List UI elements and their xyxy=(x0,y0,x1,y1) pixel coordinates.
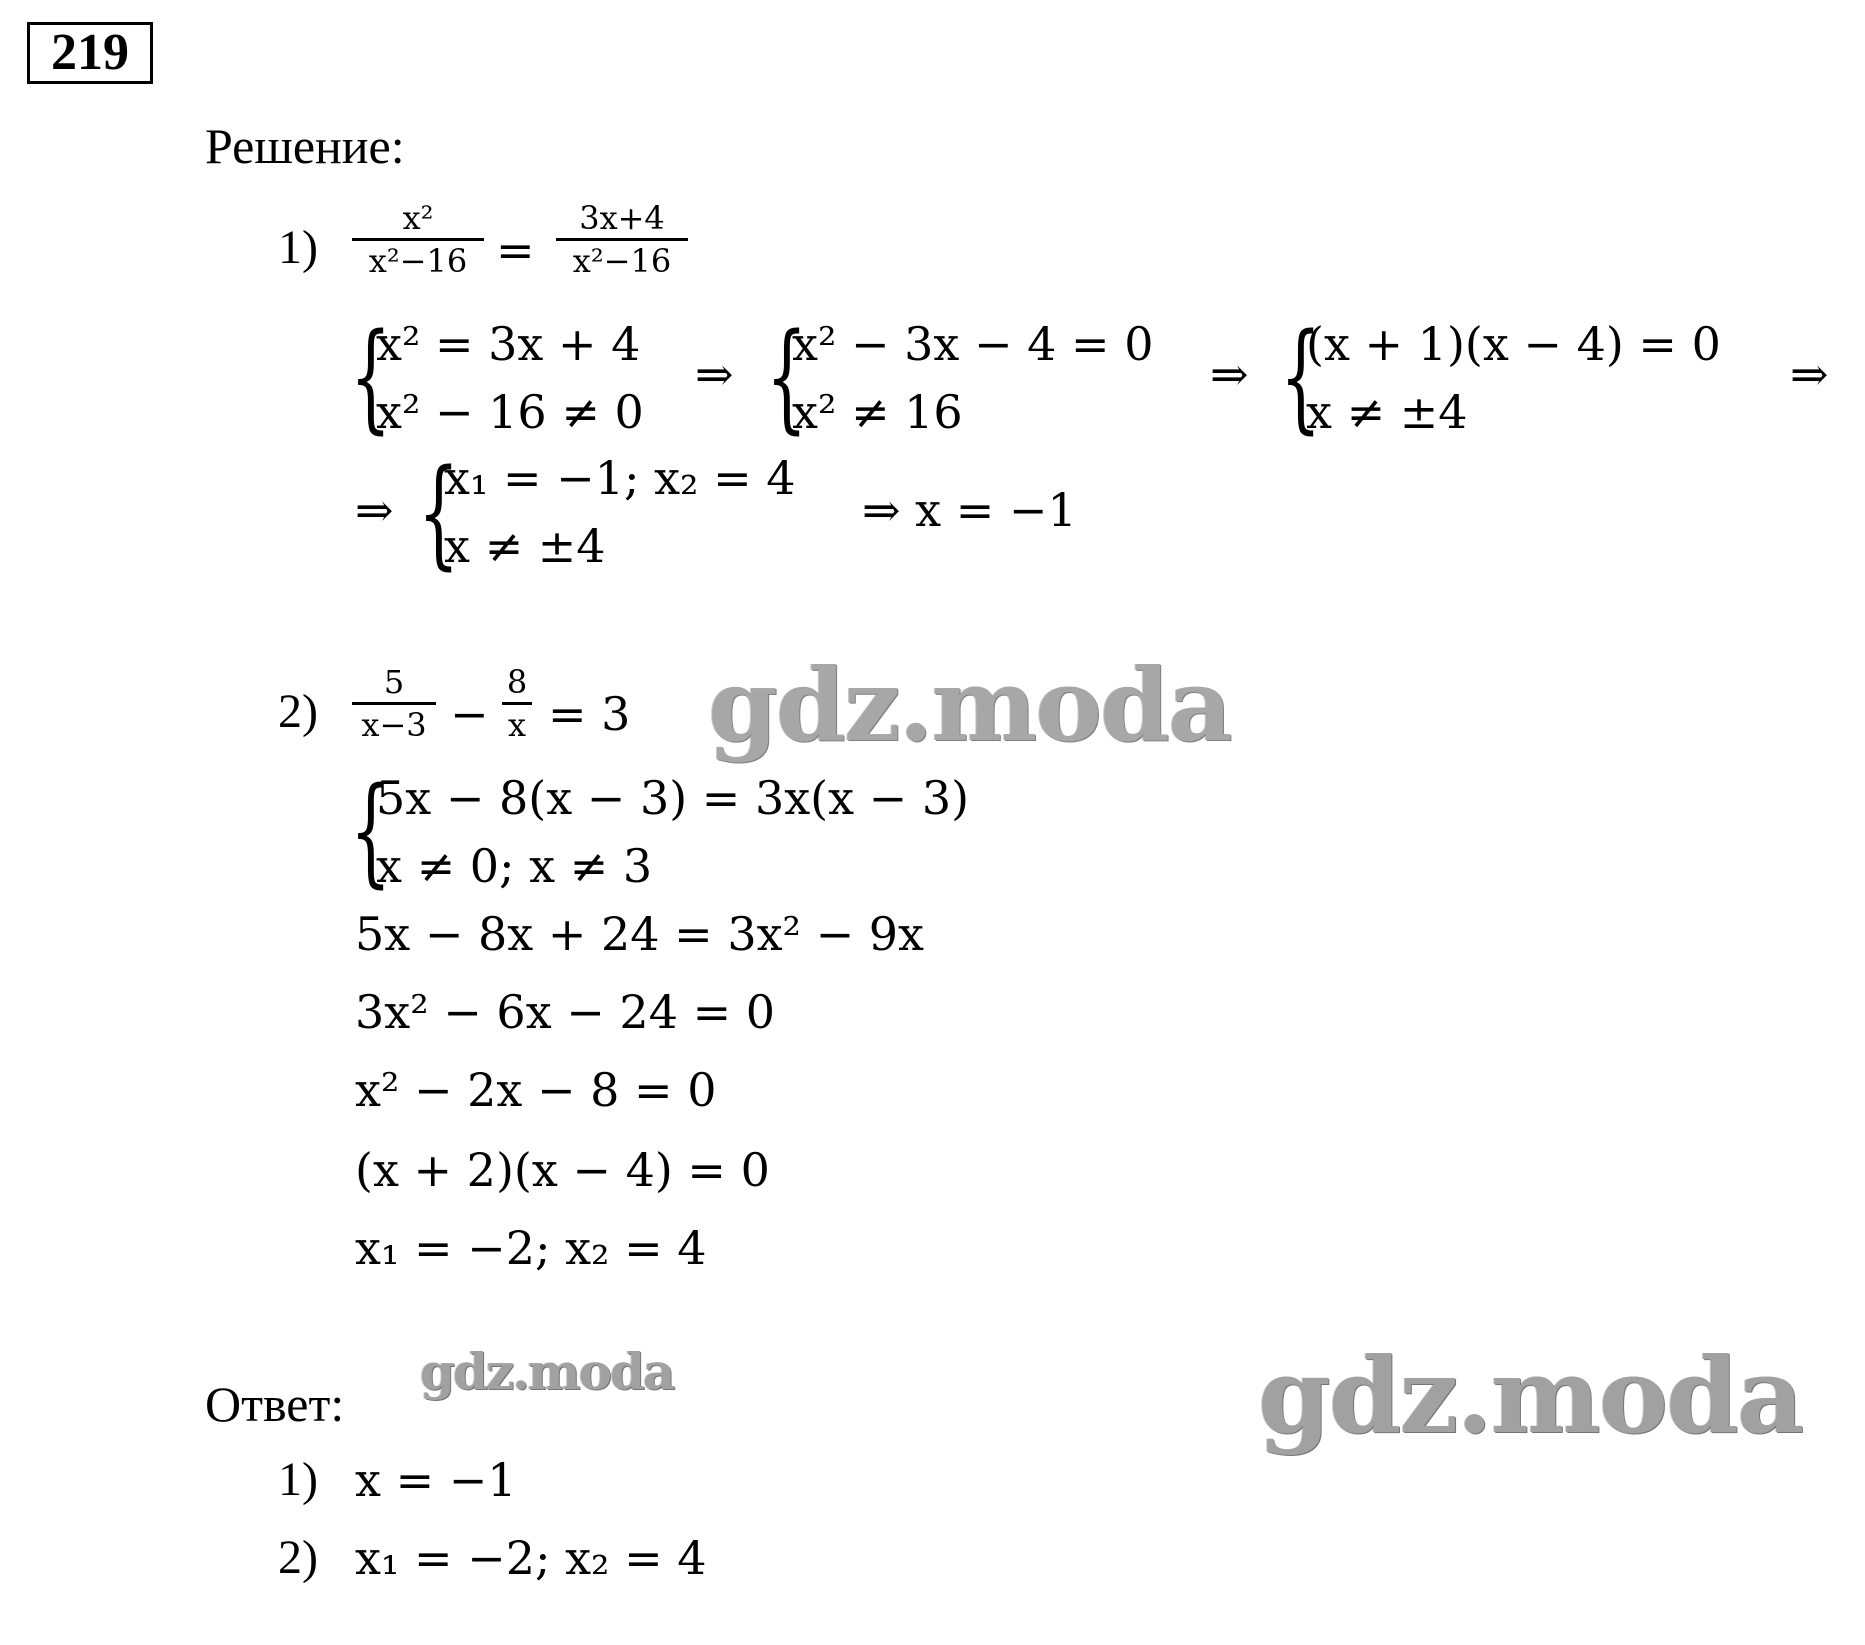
implies-arrow: ⇒ xyxy=(355,483,394,537)
part2-rhs: = 3 xyxy=(548,687,631,741)
answer-2-value: x₁ = −2; x₂ = 4 xyxy=(355,1531,707,1585)
part2-fraction-1 xyxy=(352,662,436,745)
fraction-numerator: 8 xyxy=(506,663,528,701)
part2-step2: 3x² − 6x − 24 = 0 xyxy=(355,985,776,1039)
system-brace: { xyxy=(766,307,808,445)
answer-2-label: 2) xyxy=(278,1531,318,1584)
part1-equals: = xyxy=(496,223,535,277)
part1-result: ⇒ x = −1 xyxy=(862,483,1077,537)
part1-sys2-line2: x² ≠ 16 xyxy=(792,385,963,439)
fraction-numerator: x² xyxy=(402,199,434,237)
part2-minus: − xyxy=(450,687,489,741)
solution-heading: Решение: xyxy=(205,118,405,174)
watermark-small: gdz.moda xyxy=(420,1342,674,1401)
part1-sys1-line1: x² = 3x + 4 xyxy=(376,317,641,371)
part2-step3: x² − 2x − 8 = 0 xyxy=(355,1063,717,1117)
system-brace: { xyxy=(418,443,460,581)
fraction-numerator: 5 xyxy=(383,663,405,701)
part2-step5: x₁ = −2; x₂ = 4 xyxy=(355,1221,707,1275)
part1-sys3-line1: (x + 1)(x − 4) = 0 xyxy=(1306,317,1721,371)
fraction-denominator: x²−16 xyxy=(556,238,688,281)
fraction-denominator: x xyxy=(502,702,532,745)
part1-sys2-line1: x² − 3x − 4 = 0 xyxy=(792,317,1154,371)
watermark-large: gdz.moda xyxy=(708,646,1231,764)
implies-arrow: ⇒ xyxy=(1790,347,1829,401)
fraction-numerator: 3x+4 xyxy=(579,199,665,237)
problem-number: 219 xyxy=(27,22,153,84)
part1-sys4-line1: x₁ = −1; x₂ = 4 xyxy=(444,451,796,505)
part2-step4: (x + 2)(x − 4) = 0 xyxy=(355,1143,770,1197)
part2-sys-line1: 5x − 8(x − 3) = 3x(x − 3) xyxy=(376,771,970,825)
part2-sys-line2: x ≠ 0; x ≠ 3 xyxy=(376,839,653,893)
part1-label: 1) xyxy=(278,221,318,274)
system-brace: { xyxy=(1280,307,1322,445)
part1-fraction-right xyxy=(556,198,688,281)
implies-arrow: ⇒ xyxy=(1210,347,1249,401)
answer-1-value: x = −1 xyxy=(355,1453,517,1507)
part1-sys3-line2: x ≠ ±4 xyxy=(1306,385,1468,439)
implies-arrow: ⇒ xyxy=(695,347,734,401)
part1-sys4-line2: x ≠ ±4 xyxy=(444,519,606,573)
answer-1-label: 1) xyxy=(278,1453,318,1506)
part2-label: 2) xyxy=(278,685,318,738)
part1-sys1-line2: x² − 16 ≠ 0 xyxy=(376,385,644,439)
part2-fraction-2 xyxy=(502,662,532,745)
fraction-denominator: x²−16 xyxy=(352,238,484,281)
system-brace: { xyxy=(350,307,392,445)
part1-fraction-left xyxy=(352,198,484,281)
system-brace: { xyxy=(350,761,392,899)
answer-heading: Ответ: xyxy=(205,1376,345,1432)
watermark-large: gdz.moda xyxy=(1258,1334,1803,1457)
fraction-denominator: x−3 xyxy=(352,702,436,745)
part2-step1: 5x − 8x + 24 = 3x² − 9x xyxy=(355,907,924,961)
